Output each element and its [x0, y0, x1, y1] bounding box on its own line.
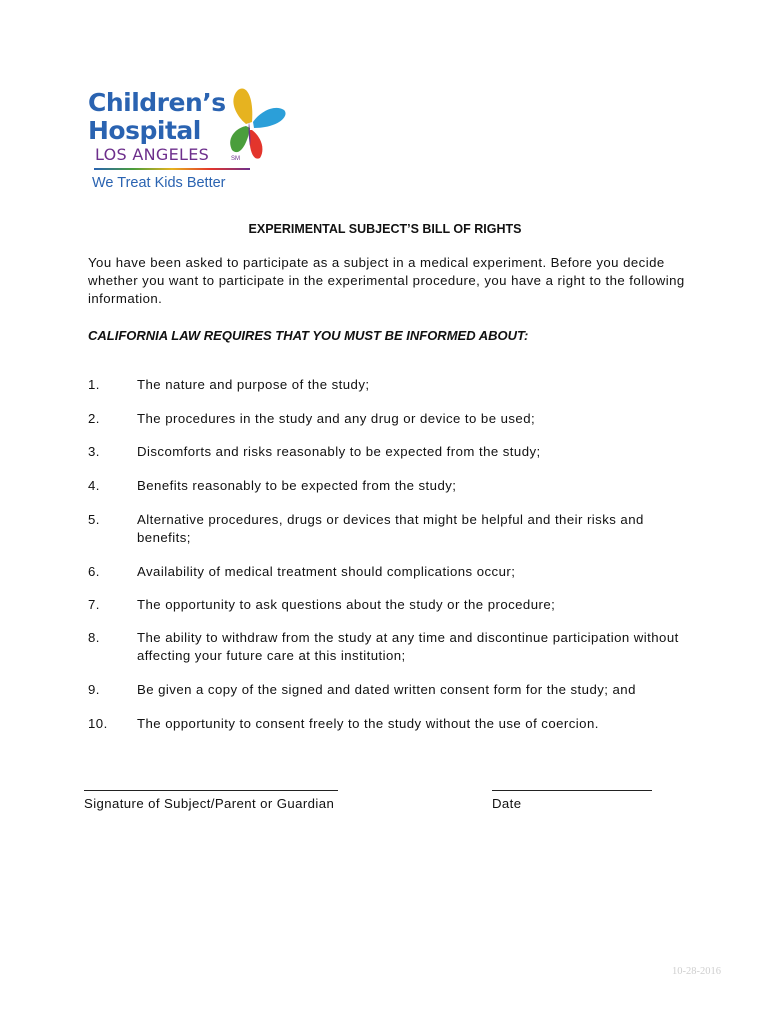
intro-paragraph: You have been asked to participate as a subject in a medical experiment. Before you decide whether you want to participate in the experimental procedure, you have a right to the following information.	[88, 255, 685, 306]
list-item-number: 8.	[88, 630, 100, 645]
list-item-number: 9.	[88, 682, 100, 697]
list-item-text: Be given a copy of the signed and dated written consent form for the study; and	[137, 682, 636, 697]
logo-tagline: We Treat Kids Better	[92, 175, 226, 191]
date-label: Date	[492, 796, 522, 811]
list-item-number: 5.	[88, 512, 100, 527]
hospital-logo	[88, 86, 288, 196]
logo-text-hospital: Hospital	[88, 116, 201, 145]
list-item-text: Alternative procedures, drugs or devices that might be helpful and their risks and benefits;	[137, 512, 644, 545]
signature-line	[84, 790, 338, 791]
signature-label: Signature of Subject/Parent or Guardian	[84, 796, 335, 811]
list-item-number: 10.	[88, 716, 108, 731]
list-item-text: Benefits reasonably to be expected from the study;	[137, 478, 457, 493]
document-title: EXPERIMENTAL SUBJECT’S BILL OF RIGHTS	[248, 222, 522, 236]
logo-text-childrens: Children’s	[88, 88, 226, 117]
list-item-number: 7.	[88, 597, 100, 612]
list-item-text: Discomforts and risks reasonably to be expected from the study;	[137, 444, 541, 459]
list-item-text: The ability to withdraw from the study at any time and discontinue participation without affecting your future care at this institution;	[137, 630, 679, 663]
logo-rainbow-rule	[94, 168, 250, 170]
logo-service-mark: SM	[231, 156, 240, 162]
list-item-text: The opportunity to consent freely to the study without the use of coercion.	[137, 716, 599, 731]
list-item-number: 2.	[88, 411, 100, 426]
law-heading: CALIFORNIA LAW REQUIRES THAT YOU MUST BE INFORMED ABOUT:	[88, 328, 529, 343]
date-line	[492, 790, 652, 791]
list-item-text: The nature and purpose of the study;	[137, 377, 370, 392]
list-item-number: 3.	[88, 444, 100, 459]
list-item-text: The opportunity to ask questions about the study or the procedure;	[137, 597, 556, 612]
butterfly-icon	[216, 86, 288, 160]
footer-revision-date: 10-28-2016	[672, 966, 721, 977]
list-item-number: 4.	[88, 478, 100, 493]
list-item-number: 1.	[88, 377, 100, 392]
list-item-text: The procedures in the study and any drug or device to be used;	[137, 411, 536, 426]
logo-text-los-angeles: LOS ANGELES	[95, 145, 210, 164]
list-item-number: 6.	[88, 564, 100, 579]
list-item-text: Availability of medical treatment should complications occur;	[137, 564, 516, 579]
